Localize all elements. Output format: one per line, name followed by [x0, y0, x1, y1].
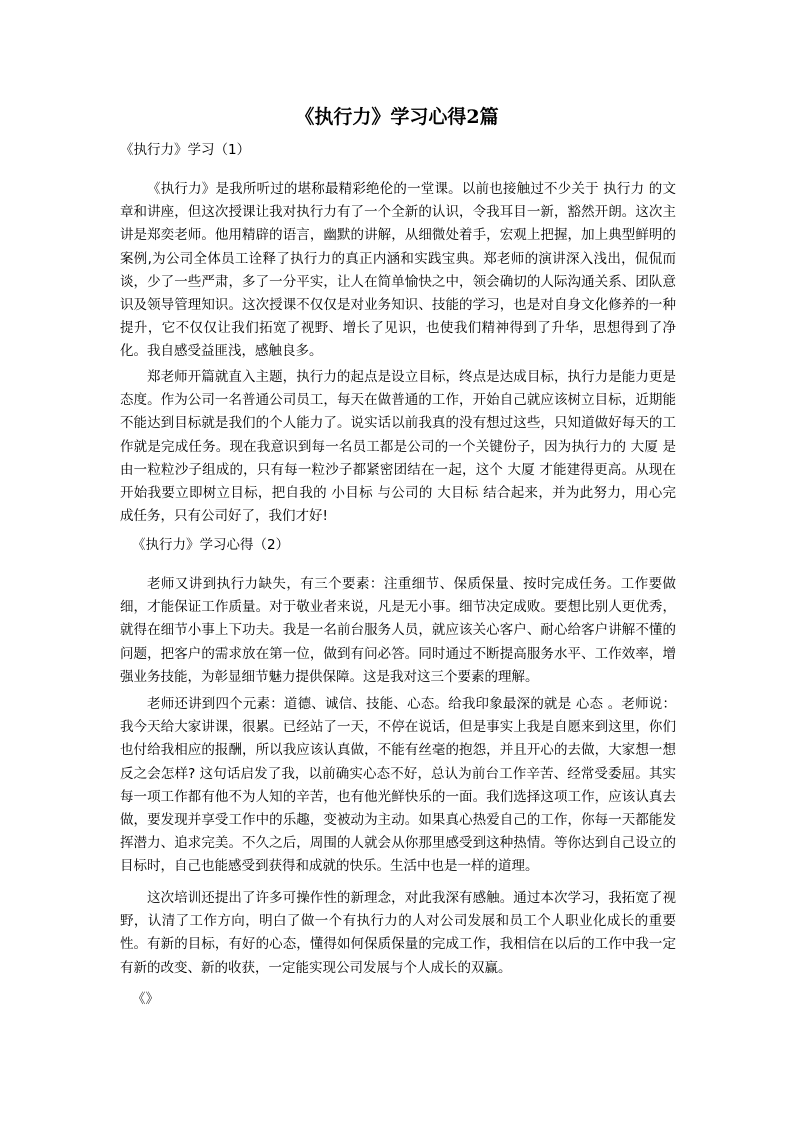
section-1-paragraph-1: 《执行力》是我所听过的堪称最精彩绝伦的一堂课。以前也接触过不少关于 执行力 的文章和讲座，但这次授课让我对执行力有了一个全新的认识，令我耳目一新，豁然开朗。这次主讲是郑奕老师。他用精辟的语言，幽默的讲解，从细微处着手，宏观上把握，加上典型鲜明的案例,为公司全体员工诠释了执行力的真正内涵和实践宝典。郑老师的演讲深入浅出，侃侃而谈，少了一些严肃，多了一分平实，让人在简单愉快之中，领会确切的人际沟通关系、团队意识及领导管理知识。这次授课不仅仅是对业务知识、技能的学习，也是对自身文化修养的一种提升，它不仅仅让我们拓宽了视野、增长了见识，也使我们精神得到了升华，思想得到了净化。我自感受益匪浅，感触良多。	[120, 181, 676, 360]
section-1-paragraph-2: 郑老师开篇就直入主题，执行力的起点是设立目标，终点是达成目标，执行力是能力更是态度。作为公司一名普通公司员工，每天在做普通的工作，开始自己就应该树立目标，近期能不能达到目标就是我们的个人能力了。说实话以前我真的没有想过这些，只知道做好每天的工作就是完成任务。现在我意识到每一名员工都是公司的一个关键份子，因为执行力的 大厦 是由一粒粒沙子组成的，只有每一粒沙子都紧密团结在一起，这个 大厦 才能建得更高。从现在开始我要立即树立目标，把自我的 小目标 与公司的 大目标 结合起来，并为此努力，用心完成任务，只有公司好了，我们才好!	[120, 369, 676, 525]
section-2-paragraph-3: 这次培训还提出了许多可操作性的新理念，对此我深有感触。通过本次学习，我拓宽了视野，认清了工作方向，明白了做一个有执行力的人对公司发展和员工个人职业化成长的重要性。有新的目标，有好的心态，懂得如何保质保量的完成工作，我相信在以后的工作中我一定有新的改变、新的收获，一定能实现公司发展与个人成长的双赢。	[120, 890, 676, 976]
section-2-paragraph-2: 老师还讲到四个元素：道德、诚信、技能、心态。给我印象最深的就是 心态 。老师说：我今天给大家讲课，很累。已经站了一天，不停在说话，但是事实上我是自愿来到这里，你们也付给我相应的报酬，所以我应该认真做，不能有丝毫的抱怨，并且开心的去做，大家想一想反之会怎样? 这句话启发了我，以前确实心态不好，总认为前台工作辛苦、经常受委屈。其实每一项工作都有他不为人知的辛苦，也有他光鲜快乐的一面。我们选择这项工作，应该认真去做，要发现并享受工作中的乐趣，变被动为主动。如果真心热爱自己的工作，你每一天都能发挥潜力、追求完美。不久之后，周围的人就会从你那里感受到这种热情。等你达到自己设立的目标时，自己也能感受到获得和成就的快乐。生活中也是一样的道理。	[120, 696, 676, 875]
document-title: 《执行力》学习心得2篇	[295, 106, 499, 128]
section-2-heading: 《执行力》学习心得（2）	[132, 537, 290, 553]
section-2-paragraph-1: 老师又讲到执行力缺失，有三个要素：注重细节、保质保量、按时完成任务。工作要做细，才能保证工作质量。对于敬业者来说，凡是无小事。细节决定成败。要想比别人更优秀，就得在细节小事上下功夫。我是一名前台服务人员，就应该关心客户、耐心给客户讲解不懂的问题，把客户的需求放在第一位，做到有问必答。同时通过不断提高服务水平、工作效率，增强业务技能，为彰显细节魅力提供保障。这是我对这三个要素的理解。	[120, 576, 676, 685]
closing-title-mark: 《》	[132, 991, 159, 1007]
section-1-heading: 《执行力》学习（1）	[120, 142, 251, 158]
